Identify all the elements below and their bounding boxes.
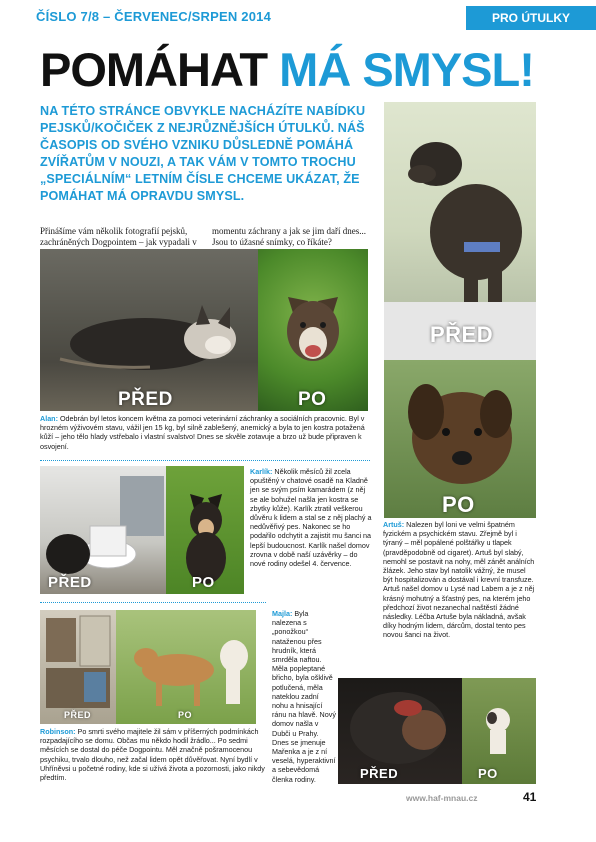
artus-caption	[383, 520, 537, 640]
intro-paragraph: Přinášíme vám několik fotografií pejsků, zachráněných Dogpointem – jak vypadali v momentu záchrany a jak se jim daří dnes... Jsou to úžasné snímky, co říkáte?	[40, 226, 366, 247]
alan-name: Alan:	[40, 414, 58, 423]
artus-after-label: PO	[442, 492, 475, 517]
dog-lying-illustration	[40, 249, 258, 411]
divider	[40, 460, 370, 461]
artus-name: Artuš:	[383, 520, 405, 529]
karlik-before-label: PŘED	[48, 574, 92, 591]
artus-text: Nalezen byl loni ve velmi špatném fyzickém a psychickém stavu. Zřejmě byl i týraný – měl popálené polštářky u tlapek (pravděpodobně od cigaret). Artuš byl slabý, nemohl se postavit na nohy, měl zánět análních žlázek. Jeho stav byl natolik vážný, že musel být hospitalizován a dostával i krevní transfuze. Artuš našel domov u Lysé nad Labem a je z něj krásný mohutný a šťastný pes, na kterém jeho předchozí život nezanechal naštěstí žádné následky. Léčba Artuše byla nákladná, avšak díky hodným lidem, dárcům, dostal tento pes novou šanci na život.	[383, 520, 535, 640]
title-part-1: POMÁHAT	[40, 43, 268, 96]
footer-url: www.haf-mnau.cz	[406, 793, 478, 803]
karlik-name: Karlík:	[250, 467, 273, 476]
robinson-text: Po smrti svého majitele žil sám v příšerných podmínkách rozpadajícího se domu. Občas mu někdo hodil žrádlo... Po sedmi měsících se dostal do péče Dogpointu. Měl značně pošramocenou psychiku, trvalo dlouho, než začal lidem opět důvěřovat. Nyní bydlí v Uhříněvsi u početné rodiny, kde si užívá života a pozornosti, jako nikdy předtím.	[40, 727, 265, 783]
robinson-before-photo	[40, 610, 116, 724]
artus-before-label: PŘED	[430, 322, 494, 347]
karlik-caption	[250, 467, 372, 568]
majla-caption	[272, 609, 336, 784]
lead-paragraph: NA TÉTO STRÁNCE OBVYKLE NACHÁZÍTE NABÍDKU PEJSKŮ/KOČIČEK Z NEJRŮZNĚJŠÍCH ÚTULKŮ. NÁŠ ČASOPIS OD SVÉHO VZNIKU DŮSLEDNĚ POMÁHÁ ZVÍŘATŮM V NOUZI, A TAK VÁM V TOMTO TROCHU „SPECIÁLNÍM“ LETNÍM ČÍSLE CHCEME UKÁZAT, ŽE POMÁHAT MÁ OPRAVDU SMYSL.	[40, 104, 366, 203]
alan-caption	[40, 414, 370, 451]
small-dog-illustration	[462, 678, 536, 784]
majla-after-photo	[462, 678, 536, 784]
karlik-after-photo	[166, 466, 244, 594]
divider	[40, 602, 266, 603]
robinson-before-label: PŘED	[64, 710, 92, 720]
majla-text: Byla nalezena s „ponožkou“ nataženou přes hrudník, která smrděla naftou. Měla popleptané břicho, byla ošklivě potlučená, měla nateklou zadní nohu a hnisající ránu na hlavě. Nový domov našla v Dubči u Prahy. Dnes se jmenuje Mařenka a je z ní veselá, hyperaktivní a sebevědomá členka rodiny.	[272, 609, 336, 784]
majla-before-label: PŘED	[360, 766, 399, 781]
majla-after-label: PO	[478, 766, 498, 781]
artus-after-photo	[384, 360, 536, 518]
page-title	[40, 43, 534, 96]
majla-before-photo	[338, 678, 462, 784]
karlik-text: Několik měsíců žil zcela opuštěný v chatové osadě na Kladně jen se svým psím kamarádem (z něj se ale bohužel našla jen kostra se zbytky kůže). Karlík ztratil veškerou důvěru k lidem a stal se z něj plachý a nedůvěřivý pes. Nakonec se ho podařilo odchytit a zajistit mu šanci na lepší budoucnost. Karlík našel domov zrovna v době naší uzávěrky – do nové rodiny odešel 4. července.	[250, 467, 372, 569]
page-number: 41	[523, 790, 537, 804]
robinson-after-label: PO	[178, 710, 193, 720]
karlik-before-photo	[40, 466, 166, 594]
issue-label: ČÍSLO 7/8 – ČERVENEC/SRPEN 2014	[36, 9, 271, 24]
alan-after-photo	[258, 249, 368, 411]
karlik-after-label: PO	[192, 574, 215, 591]
alan-before-label: PŘED	[118, 389, 173, 410]
title-part-2: MÁ SMYSL!	[279, 43, 534, 96]
section-badge: PRO ÚTULKY	[466, 6, 596, 30]
dog-portrait-illustration	[258, 249, 368, 411]
robinson-name: Robinson:	[40, 727, 76, 736]
alan-after-label: PO	[298, 389, 327, 410]
dogs-playing-illustration	[116, 610, 256, 724]
alan-before-photo	[40, 249, 258, 411]
robinson-after-photo	[116, 610, 256, 724]
interior-room-illustration	[40, 610, 116, 724]
robinson-caption	[40, 727, 270, 782]
injured-dog-illustration	[338, 678, 462, 784]
artus-before-photo	[384, 102, 536, 360]
alan-text: Odebrán byl letos koncem května za pomoci veterinární záchranky a sociálních pracovnic. Byl v hrozném výživovém stavu, vážil jen 15 kg, byl silně zablešený, anemický a byla to jen kostra potažená kůží – jeho tělo hlady vstřebalo i vlastní svalstvo! Dnes se skvěle zotavuje a brzo už bude připraven k osvojení.	[40, 414, 365, 451]
top-bar	[0, 0, 596, 34]
majla-name: Majla:	[272, 609, 293, 618]
